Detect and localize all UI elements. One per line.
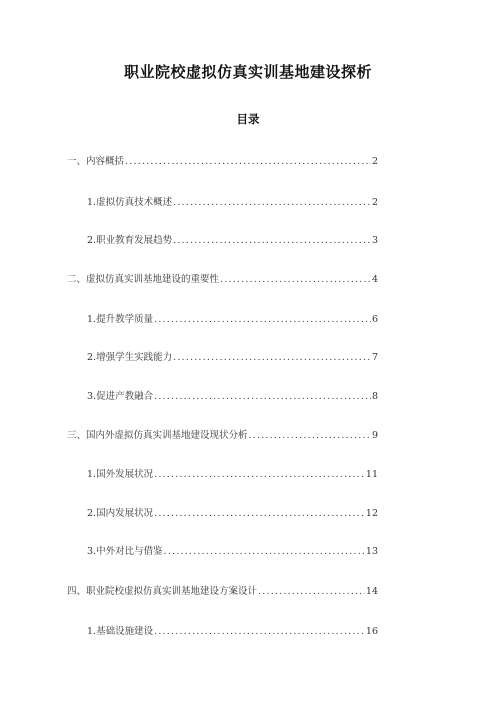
toc-entry-number: 1. [87, 626, 97, 637]
toc-entry-page: 2 [371, 156, 378, 167]
toc-entry-number: 二、 [67, 274, 87, 285]
toc-entry-text: 内容概括 [86, 156, 125, 167]
toc-entry-text: 职业教育发展趋势 [96, 235, 173, 246]
toc-entry-page: 9 [371, 430, 378, 441]
toc-entry-text: 促进产教融合 [96, 391, 154, 402]
toc-dot-leader [258, 586, 365, 598]
toc-entry-number: 四、 [67, 586, 87, 597]
toc-entry-number: 2. [87, 352, 97, 363]
toc-dot-leader [173, 352, 371, 364]
toc-entry-page: 14 [365, 586, 378, 597]
toc-entry-page: 16 [365, 626, 378, 637]
toc-entry[interactable] [87, 469, 378, 481]
toc-entry-text: 虚拟仿真实训基地建设的重要性 [86, 274, 220, 285]
toc-entry-page: 2 [371, 197, 378, 208]
toc-entry-text: 虚拟仿真技术概述 [96, 197, 173, 208]
document-title: 职业院校虚拟仿真实训基地建设探析 [123, 63, 372, 81]
toc-dot-leader [154, 391, 371, 403]
toc-entry-number: 2. [87, 235, 97, 246]
toc-entry-text: 国内发展状况 [96, 508, 154, 519]
toc-entry[interactable] [87, 314, 378, 326]
toc-entry-text: 中外对比与借鉴 [96, 546, 163, 557]
toc-entry-page: 8 [371, 391, 378, 402]
toc-entry[interactable] [87, 546, 378, 558]
toc-entry-page: 7 [371, 352, 378, 363]
toc-entry[interactable] [67, 430, 378, 442]
toc-heading: 目录 [236, 112, 260, 126]
toc-entry-number: 一、 [67, 156, 87, 167]
toc-entry-page: 12 [365, 508, 378, 519]
toc-entry-number: 三、 [67, 430, 87, 441]
toc-entry-page: 13 [365, 546, 378, 557]
toc-entry-text: 国内外虚拟仿真实训基地建设现状分析 [86, 430, 248, 441]
toc-dot-leader [154, 508, 365, 520]
toc-dot-leader [164, 546, 365, 558]
toc-entry[interactable] [87, 508, 378, 520]
toc-entry[interactable] [67, 274, 378, 286]
toc-entry-number: 1. [87, 197, 97, 208]
toc-dot-leader [220, 274, 371, 286]
toc-entry-number: 3. [87, 546, 97, 557]
toc-entry-text: 职业院校虚拟仿真实训基地建设方案设计 [86, 586, 258, 597]
toc-dot-leader [173, 197, 371, 209]
toc-entry[interactable] [87, 391, 378, 403]
toc-entry-number: 1. [87, 314, 97, 325]
toc-entry[interactable] [87, 352, 378, 364]
toc-entry[interactable] [87, 235, 378, 247]
toc-entry-text: 基础设施建设 [96, 626, 154, 637]
toc-entry[interactable] [67, 586, 378, 598]
toc-dot-leader [154, 314, 371, 326]
toc-entry-page: 11 [365, 469, 378, 480]
toc-entry-page: 6 [371, 314, 378, 325]
toc-entry[interactable] [67, 156, 378, 168]
toc-entry-text: 提升教学质量 [96, 314, 154, 325]
toc-entry[interactable] [87, 626, 378, 638]
toc-dot-leader [154, 469, 365, 481]
toc-entry-number: 3. [87, 391, 97, 402]
toc-entry-number: 2. [87, 508, 97, 519]
toc-entry-text: 增强学生实践能力 [96, 352, 173, 363]
toc-entry-number: 1. [87, 469, 97, 480]
toc-entry-page: 3 [371, 235, 378, 246]
toc-dot-leader [249, 430, 371, 442]
toc-entry[interactable] [87, 197, 378, 209]
toc-entry-text: 国外发展状况 [96, 469, 154, 480]
toc-dot-leader [154, 626, 365, 638]
toc-dot-leader [125, 156, 371, 168]
toc-entry-page: 4 [371, 274, 378, 285]
toc-dot-leader [173, 235, 371, 247]
